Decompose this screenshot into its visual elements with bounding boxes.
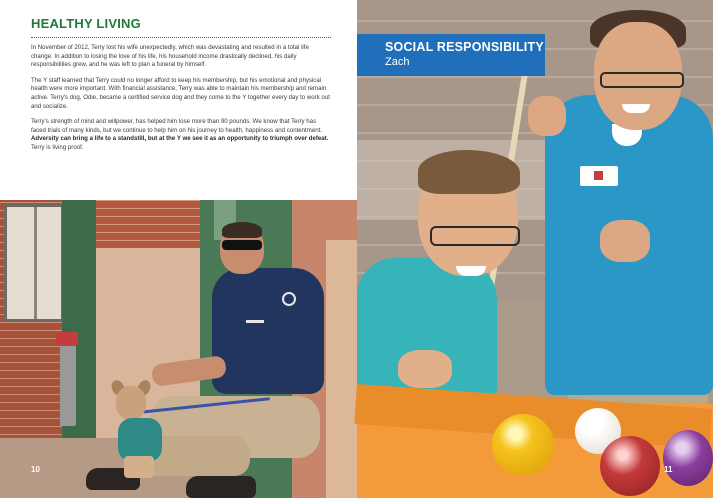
story-quote: Adversity can bring a life to a standstill, but at the Y we see it as an opportunity to triumph over defeat.	[31, 135, 329, 143]
boy-glasses	[430, 226, 520, 246]
photo-window	[4, 204, 64, 322]
story-paragraph-2: The Y staff learned that Terry could no longer afford to keep his membership, but his emotional and physical health were more important. With financial assistance, Terry was able to maintain his membership and remain active. Terry's dog, Odie, became a certified service dog and they come to the Y together every day to work out and socialize.	[31, 76, 330, 110]
story-paragraph-1: In November of 2012, Terry lost his wife unexpectedly, which was devastating and resulted in a total life change. In addition to losing the love of his life, his household income drastically declined, his daily responsibilities grew, and he was left to plan a funeral by himself.	[31, 44, 309, 69]
section-title: SOCIAL RESPONSIBILITY	[385, 40, 544, 54]
story-paragraph-3-tail: Terry is living proof.	[31, 143, 84, 151]
dog-legs	[124, 456, 154, 478]
page-number-left: 10	[31, 465, 40, 474]
photo-pipe-cap	[56, 332, 78, 346]
photo-terry-and-dog	[0, 200, 357, 498]
section-title-banner	[357, 34, 545, 76]
zach-name-tag	[580, 166, 618, 186]
boy-hand	[398, 350, 452, 388]
zach-glasses	[600, 72, 684, 88]
dog-head	[116, 386, 146, 420]
red-pool-ball	[600, 436, 660, 496]
terry-hair	[222, 222, 262, 238]
story-text	[31, 44, 331, 160]
terry-shirt-lettering	[246, 320, 264, 323]
page-number-right: 11	[664, 465, 673, 474]
story-paragraph-3	[31, 118, 331, 152]
story-paragraph-3-lead: Terry's strength of mind and willpower, has helped him lose more than 90 pounds. We know that Terry has faced trials of many kinds, but we continue to help him on his journey to health, happiness and contentment.	[31, 118, 322, 134]
zach-pointing-hand	[600, 220, 650, 262]
terry-shirt-logo	[282, 292, 296, 306]
yellow-pool-ball	[492, 414, 554, 476]
terry-sunglasses	[222, 240, 262, 250]
section-heading: HEALTHY LIVING	[31, 16, 141, 31]
terry-shirt	[212, 268, 324, 394]
photo-post-right	[326, 240, 357, 498]
terry-shoe-right	[186, 476, 256, 498]
dotted-divider	[31, 37, 331, 38]
purple-pool-ball	[663, 430, 713, 486]
zach-hand-on-cue	[528, 96, 566, 136]
section-subtitle: Zach	[385, 56, 410, 68]
photo-pipe	[60, 336, 76, 426]
boy-hair	[418, 150, 520, 194]
